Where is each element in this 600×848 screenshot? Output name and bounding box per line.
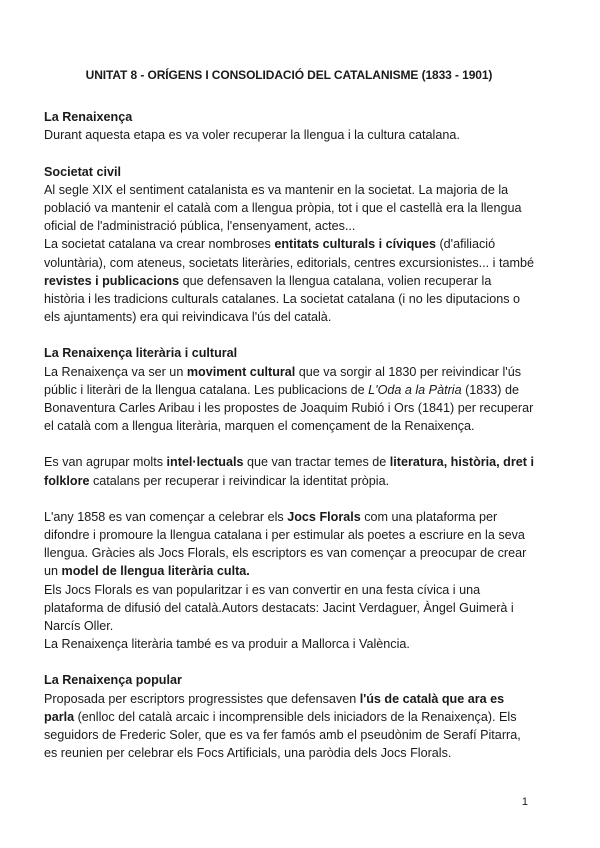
bold-term: intel·lectuals [166,455,244,470]
bold-term: model de llengua literària culta. [61,564,250,579]
page-number: 1 [521,796,528,808]
text-run: La societat catalana va crear nombroses [44,237,275,252]
section-heading: Societat civil [44,164,121,179]
section-renaixenca-popular [44,671,534,762]
bold-term: Jocs Florals [287,509,361,524]
paragraph [44,453,534,489]
paragraph [44,508,534,581]
text-run: que va sorgir al 1830 per reivindicar l'ús públic i literàri de la llengua catalana. Les publicacions de [44,364,522,397]
text-run: (enlloc del català arcaic i incomprensible dels iniciadors de la Renaixença). Els seguidors de Frederic Soler, que es va fer famós amb el pseudònim de Serafí Pitarra, es reunien per celebrar els Focs Artificials, una paròdia dels Jocs Florals. [44,709,521,761]
text-run: La Renaixença va ser un [44,364,187,379]
italic-title: L'Oda a la Pàtria [368,382,462,397]
text-run: (d'afiliació voluntària), com ateneus, societats literàries, editorials, centres excursionistes... i també [44,237,534,270]
paragraph: Al segle XIX el sentiment catalanista es va mantenir en la societat. La majoria de la població va mantenir el català com a llengua pròpia, tot i que el castellà era la llengua oficial de l'administració pública, l'ensenyament, actes... [44,182,522,234]
bold-term: l'ús de català que ara es parla [44,691,505,724]
document-page [44,66,534,781]
text-run: com una plataforma per difondre i promoure la llengua catalana i per estimular als poetes a escriure en la seva llengua. Gràcies als Jocs Florals, els escriptors es van començar a preocupar de crear un [44,509,527,579]
section-heading: La Renaixença literària i cultural [44,346,238,361]
section-societat-civil [44,163,534,327]
text-run: que defensaven la llengua catalana, volien recuperar la història i les tradicions culturals catalanes. La societat catalana (i no les diputacions o els ajuntaments) era qui reivindicava l'ús del català. [44,273,521,325]
paragraph: La Renaixença literària també es va produir a Mallorca i València. [44,637,410,652]
page-title: UNITAT 8 - ORÍGENS I CONSOLIDACIÓ DEL CATALANISME (1833 - 1901) [85,68,493,82]
paragraph: Durant aquesta etapa es va voler recuperar la llengua i la cultura catalana. [44,128,460,143]
bold-term: moviment cultural [186,364,296,379]
text-run: L'any 1858 es van començar a celebrar els [44,509,288,524]
section-renaixenca-literaria [44,344,534,653]
text-run: que van tractar temes de [243,455,390,470]
text-run: Es van agrupar molts [44,455,167,470]
paragraph [44,363,534,436]
paragraph [44,690,534,763]
paragraph: Els Jocs Florals es van popularitzar i es van convertir en una festa cívica i una plataforma de difusió del català.Autors destacats: Jacint Verdaguer, Àngel Guimerà i Narcís Oller. [44,582,514,634]
paragraph [44,235,534,326]
bold-term: entitats culturals i cíviques [274,237,436,252]
text-run: (1833) de Bonaventura Carles Aribau i les propostes de Joaquim Rubió i Ors (1841) per recuperar el català com a llengua literària, marquen el començament de la Renaixença. [44,382,534,434]
section-renaixenca [44,108,534,144]
text-run: catalans per recuperar i reivindicar la identitat pròpia. [89,473,390,488]
section-heading: La Renaixença popular [44,673,182,688]
bold-term: revistes i publicacions [44,273,180,288]
bold-term: literatura, història, dret i folklore [44,455,534,488]
paragraph-spacer [44,435,534,453]
section-heading: La Renaixença [44,110,133,125]
text-run: Proposada per escriptors progressistes que defensaven [44,691,360,706]
paragraph-spacer [44,490,534,508]
